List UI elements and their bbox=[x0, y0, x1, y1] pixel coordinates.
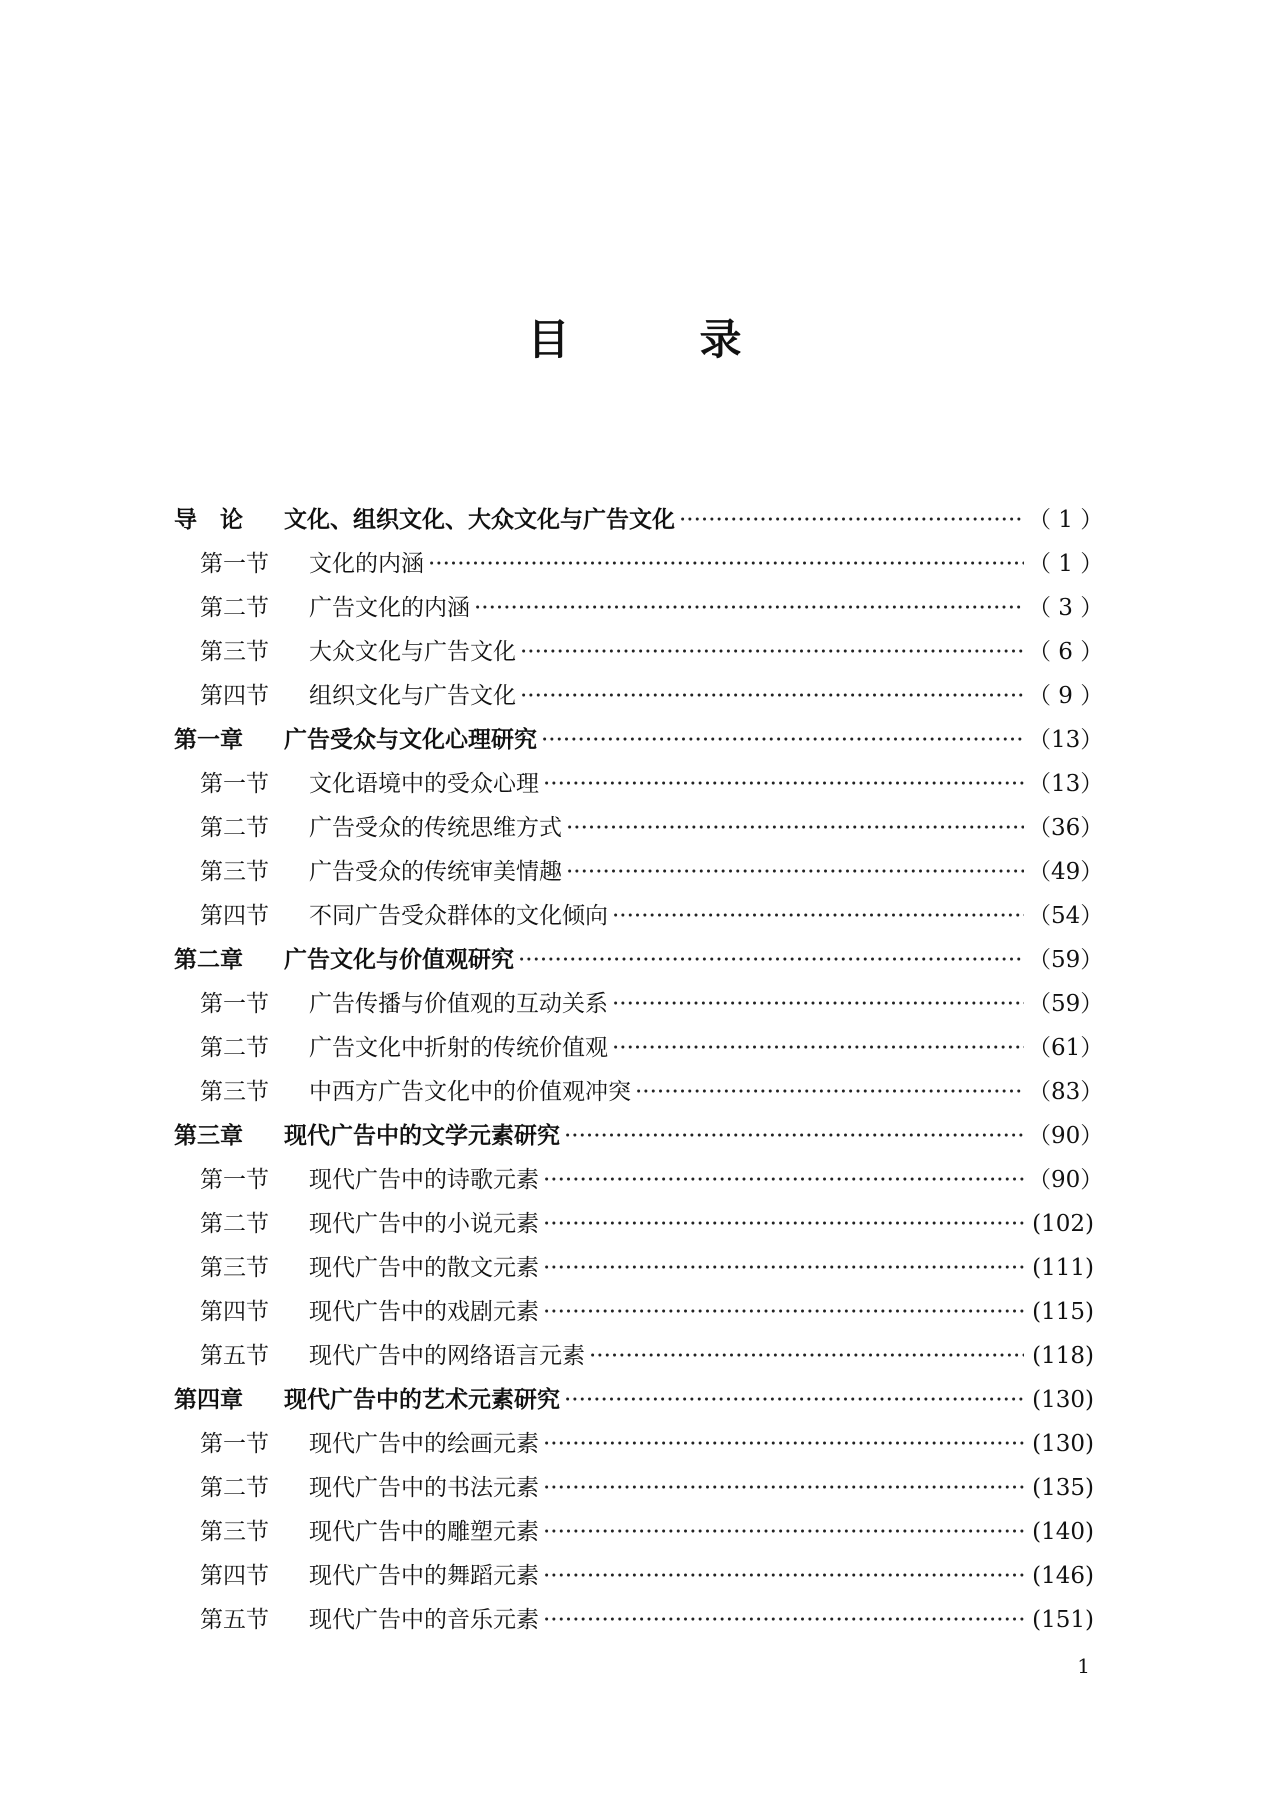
toc-entry-title: 现代广告中的雕塑元素 bbox=[309, 1519, 539, 1545]
toc-entry-page: (102) bbox=[1032, 1211, 1094, 1237]
toc-leader-dots bbox=[541, 718, 1024, 762]
toc-leader-dots bbox=[474, 586, 1024, 630]
toc-section-entry[interactable] bbox=[174, 1422, 1094, 1466]
toc-entry-label: 第四节 bbox=[200, 683, 269, 709]
toc-entry-title: 现代广告中的艺术元素研究 bbox=[284, 1387, 560, 1413]
toc-entry-title: 文化语境中的受众心理 bbox=[309, 771, 539, 797]
toc-section-entry[interactable] bbox=[174, 1202, 1094, 1246]
toc-entry-title: 现代广告中的书法元素 bbox=[309, 1475, 539, 1501]
toc-entry-page: （54） bbox=[1028, 903, 1104, 929]
toc-entry-page: (151) bbox=[1032, 1607, 1094, 1633]
toc-entry-page: （36） bbox=[1028, 815, 1104, 841]
toc-entry-page: (140) bbox=[1032, 1519, 1094, 1545]
toc-entry-title: 广告传播与价值观的互动关系 bbox=[309, 991, 608, 1017]
toc-entry-label: 第二节 bbox=[200, 595, 269, 621]
page-title: 目 录 bbox=[527, 315, 786, 364]
toc-entry-label: 第一节 bbox=[200, 1167, 269, 1193]
toc-leader-dots bbox=[635, 1070, 1024, 1114]
toc-section-entry[interactable] bbox=[174, 806, 1104, 850]
toc-section-entry[interactable] bbox=[174, 1554, 1094, 1598]
toc-entry-label: 第一节 bbox=[200, 771, 269, 797]
toc-section-entry[interactable] bbox=[174, 850, 1104, 894]
toc-chapter-entry[interactable] bbox=[174, 938, 1104, 982]
toc-entry-label: 第三节 bbox=[200, 1519, 269, 1545]
page-number: 1 bbox=[1077, 1654, 1090, 1678]
toc-entry-title: 现代广告中的网络语言元素 bbox=[309, 1343, 585, 1369]
toc-entry-title: 广告受众的传统审美情趣 bbox=[309, 859, 562, 885]
toc-leader-dots bbox=[543, 1598, 1024, 1642]
toc-leader-dots bbox=[543, 1202, 1024, 1246]
toc-entry-title: 不同广告受众群体的文化倾向 bbox=[309, 903, 608, 929]
toc-entry-label: 第四章 bbox=[174, 1387, 243, 1413]
toc-entry-title: 组织文化与广告文化 bbox=[309, 683, 516, 709]
toc-section-entry[interactable] bbox=[174, 674, 1104, 718]
toc-entry-page: （13） bbox=[1028, 727, 1104, 753]
toc-leader-dots bbox=[520, 674, 1024, 718]
toc-entry-label: 第一节 bbox=[200, 1431, 269, 1457]
toc-entry-title: 现代广告中的音乐元素 bbox=[309, 1607, 539, 1633]
toc-leader-dots bbox=[518, 938, 1024, 982]
toc-entry-title: 文化的内涵 bbox=[309, 551, 424, 577]
toc-chapter-entry[interactable] bbox=[174, 718, 1104, 762]
toc-entry-label: 第一章 bbox=[174, 727, 243, 753]
toc-entry-title: 广告受众的传统思维方式 bbox=[309, 815, 562, 841]
toc-leader-dots bbox=[612, 982, 1024, 1026]
toc-entry-page: （61） bbox=[1028, 1035, 1104, 1061]
toc-leader-dots bbox=[589, 1334, 1024, 1378]
toc-entry-page: （59） bbox=[1028, 947, 1104, 973]
toc-leader-dots bbox=[543, 1554, 1024, 1598]
toc-entry-label: 第三节 bbox=[200, 1255, 269, 1281]
toc-entry-label: 第二节 bbox=[200, 1475, 269, 1501]
toc-section-entry[interactable] bbox=[174, 586, 1104, 630]
toc-chapter-entry[interactable] bbox=[174, 498, 1104, 542]
toc-leader-dots bbox=[564, 1378, 1024, 1422]
toc-section-entry[interactable] bbox=[174, 762, 1104, 806]
toc-entry-page: （ 9 ） bbox=[1028, 683, 1104, 709]
toc-section-entry[interactable] bbox=[174, 542, 1104, 586]
toc-entry-label: 第三节 bbox=[200, 859, 269, 885]
toc-section-entry[interactable] bbox=[174, 1598, 1094, 1642]
toc-entry-label: 第四节 bbox=[200, 903, 269, 929]
toc-leader-dots bbox=[566, 850, 1024, 894]
toc-entry-label: 导 论 bbox=[174, 507, 243, 533]
toc-leader-dots bbox=[566, 806, 1024, 850]
toc-entry-page: （ 1 ） bbox=[1028, 507, 1104, 533]
toc-entry-page: (130) bbox=[1032, 1387, 1094, 1413]
toc-entry-label: 第五节 bbox=[200, 1607, 269, 1633]
toc-chapter-entry[interactable] bbox=[174, 1114, 1104, 1158]
toc-entry-label: 第一节 bbox=[200, 551, 269, 577]
toc-entry-page: （59） bbox=[1028, 991, 1104, 1017]
toc-entry-label: 第二节 bbox=[200, 1211, 269, 1237]
toc-section-entry[interactable] bbox=[174, 1290, 1094, 1334]
toc-section-entry[interactable] bbox=[174, 982, 1104, 1026]
toc-leader-dots bbox=[543, 1466, 1024, 1510]
toc-entry-page: （ 6 ） bbox=[1028, 639, 1104, 665]
toc-leader-dots bbox=[543, 1510, 1024, 1554]
toc-section-entry[interactable] bbox=[174, 1246, 1094, 1290]
toc-entry-title: 广告文化的内涵 bbox=[309, 595, 470, 621]
toc-entry-page: (135) bbox=[1032, 1475, 1094, 1501]
toc-leader-dots bbox=[679, 498, 1024, 542]
toc-section-entry[interactable] bbox=[174, 630, 1104, 674]
toc-section-entry[interactable] bbox=[174, 894, 1104, 938]
toc-entry-label: 第四节 bbox=[200, 1299, 269, 1325]
toc-leader-dots bbox=[612, 894, 1024, 938]
toc-entry-label: 第三节 bbox=[200, 1079, 269, 1105]
toc-entry-title: 现代广告中的文学元素研究 bbox=[284, 1123, 560, 1149]
toc-leader-dots bbox=[564, 1114, 1024, 1158]
toc-entry-label: 第一节 bbox=[200, 991, 269, 1017]
toc-entry-title: 现代广告中的绘画元素 bbox=[309, 1431, 539, 1457]
toc-entry-title: 现代广告中的诗歌元素 bbox=[309, 1167, 539, 1193]
toc-entry-title: 广告受众与文化心理研究 bbox=[284, 727, 537, 753]
toc-entry-page: （ 3 ） bbox=[1028, 595, 1104, 621]
toc-entry-page: (118) bbox=[1032, 1343, 1094, 1369]
toc-section-entry[interactable] bbox=[174, 1158, 1104, 1202]
toc-entry-title: 现代广告中的戏剧元素 bbox=[309, 1299, 539, 1325]
toc-entry-label: 第五节 bbox=[200, 1343, 269, 1369]
toc-leader-dots bbox=[543, 1158, 1024, 1202]
toc-section-entry[interactable] bbox=[174, 1334, 1094, 1378]
toc-entry-page: (130) bbox=[1032, 1431, 1094, 1457]
table-of-contents bbox=[174, 498, 1104, 1642]
toc-leader-dots bbox=[428, 542, 1024, 586]
toc-entry-title: 现代广告中的小说元素 bbox=[309, 1211, 539, 1237]
toc-entry-label: 第三节 bbox=[200, 639, 269, 665]
toc-entry-page: (115) bbox=[1032, 1299, 1094, 1325]
toc-entry-page: （90） bbox=[1028, 1123, 1104, 1149]
toc-entry-title: 文化、组织文化、大众文化与广告文化 bbox=[284, 507, 675, 533]
toc-entry-title: 大众文化与广告文化 bbox=[309, 639, 516, 665]
toc-entry-label: 第二章 bbox=[174, 947, 243, 973]
toc-leader-dots bbox=[520, 630, 1024, 674]
toc-entry-page: （90） bbox=[1028, 1167, 1104, 1193]
toc-entry-page: （13） bbox=[1028, 771, 1104, 797]
toc-entry-label: 第三章 bbox=[174, 1123, 243, 1149]
toc-entry-label: 第四节 bbox=[200, 1563, 269, 1589]
toc-leader-dots bbox=[543, 1422, 1024, 1466]
toc-section-entry[interactable] bbox=[174, 1026, 1104, 1070]
toc-chapter-entry[interactable] bbox=[174, 1378, 1094, 1422]
toc-entry-page: （83） bbox=[1028, 1079, 1104, 1105]
toc-entry-title: 中西方广告文化中的价值观冲突 bbox=[309, 1079, 631, 1105]
toc-leader-dots bbox=[543, 1290, 1024, 1334]
toc-entry-title: 广告文化中折射的传统价值观 bbox=[309, 1035, 608, 1061]
toc-entry-title: 现代广告中的散文元素 bbox=[309, 1255, 539, 1281]
toc-leader-dots bbox=[612, 1026, 1024, 1070]
toc-entry-page: （ 1 ） bbox=[1028, 551, 1104, 577]
toc-entry-label: 第二节 bbox=[200, 815, 269, 841]
toc-entry-page: (146) bbox=[1032, 1563, 1094, 1589]
toc-entry-title: 广告文化与价值观研究 bbox=[284, 947, 514, 973]
toc-entry-label: 第二节 bbox=[200, 1035, 269, 1061]
toc-section-entry[interactable] bbox=[174, 1466, 1094, 1510]
toc-entry-title: 现代广告中的舞蹈元素 bbox=[309, 1563, 539, 1589]
toc-leader-dots bbox=[543, 1246, 1024, 1290]
toc-section-entry[interactable] bbox=[174, 1070, 1104, 1114]
toc-section-entry[interactable] bbox=[174, 1510, 1094, 1554]
toc-entry-page: (111) bbox=[1032, 1255, 1094, 1281]
toc-leader-dots bbox=[543, 762, 1024, 806]
toc-entry-page: （49） bbox=[1028, 859, 1104, 885]
